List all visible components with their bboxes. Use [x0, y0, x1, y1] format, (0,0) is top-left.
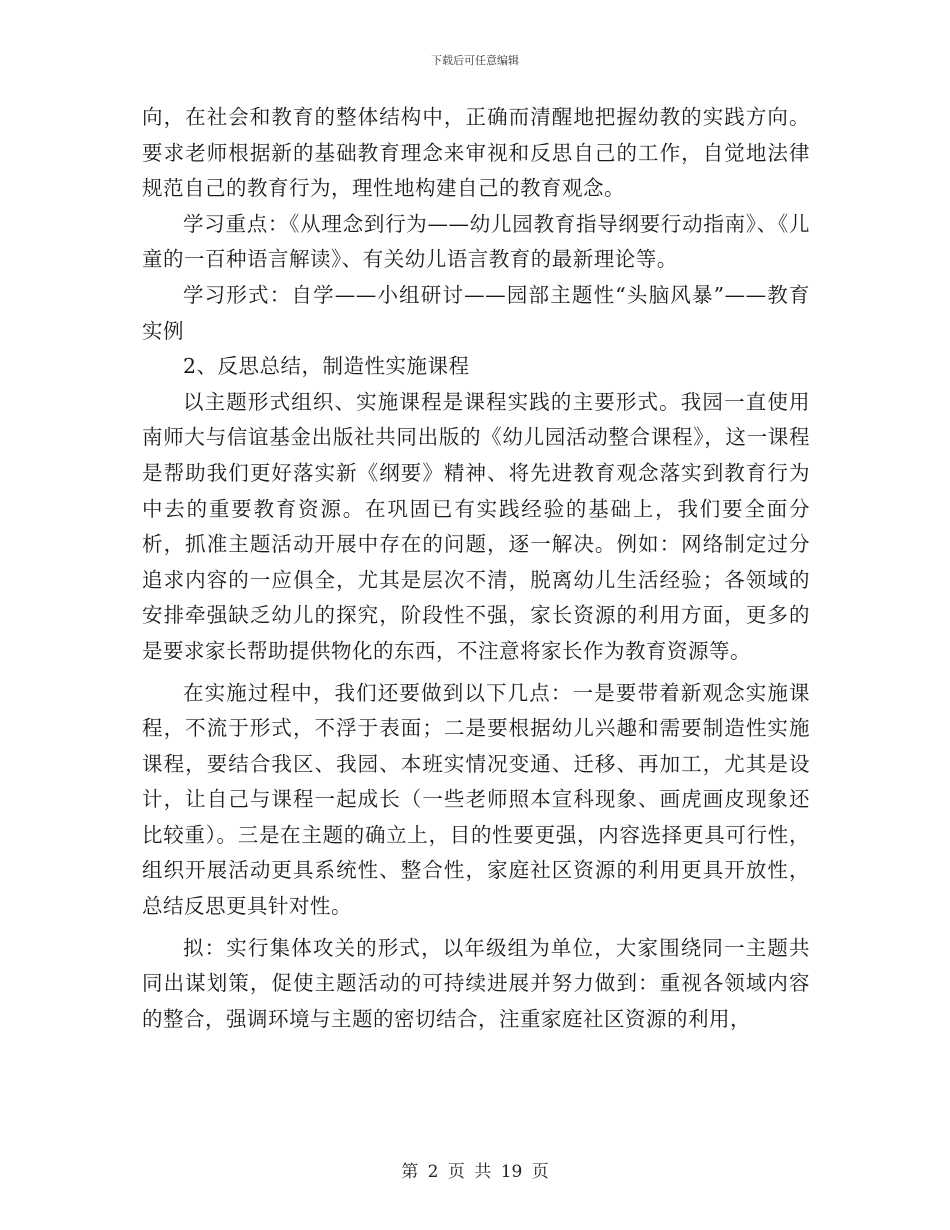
paragraph-plan: 拟：实行集体攻关的形式，以年级组为单位，大家围绕同一主题共同出谋划策，促使主题活动的可持续进展并努力做到：重视各领域内容的整合，强调环境与主题的密切结合，注重家庭社区资源的利用， — [142, 935, 810, 1031]
paragraph-study-focus: 学习重点：《从理念到行为——幼儿园教育指导纲要行动指南》、《儿童的一百种语言解读》、有关幼儿语言教育的最新理论等。 — [142, 211, 810, 272]
page-footer: 第 2 页 共 19 页 — [401, 1162, 549, 1182]
paragraph-theme-curriculum: 以主题形式组织、实施课程是课程实践的主要形式。我园一直使用南师大与信谊基金出版社共同出版的《幼儿园活动整合课程》，这一课程是帮助我们更好落实新《纲要》精神、将先进教育观念落实到教育行为中去的重要教育资源。在巩固已有实践经验的基础上，我们要全面分析，抓准主题活动开展中存在的问题，逐一解决。例如：网络制定过分追求内容的一应俱全，尤其是层次不清，脱离幼儿生活经验；各领域的安排牵强缺乏幼儿的探究，阶段性不强，家长资源的利用方面，更多的是要求家长帮助提供物化的东西，不注意将家长作为教育资源等。 — [142, 389, 810, 663]
document-body — [142, 100, 810, 1037]
paragraph-study-format: 学习形式：自学——小组研讨——园部主题性“头脑风暴”——教育实例 — [142, 282, 810, 343]
page-header: 下载后可任意编辑 — [431, 54, 519, 67]
section-heading-reflect: 2、反思总结，制造性实施课程 — [183, 354, 470, 379]
paragraph-implementation: 在实施过程中，我们还要做到以下几点：一是要带着新观念实施课程，不流于形式，不浮于表面；二是要根据幼儿兴趣和需要制造性实施课程，要结合我区、我园、本班实情况变通、迁移、再加工，尤其是设计，让自己与课程一起成长（一些老师照本宣科现象、画虎画皮现象还比较重）。三是在主题的确立上，目的性要更强，内容选择更具可行性，组织开展活动更具系统性、整合性，家庭社区资源的利用更具开放性，总结反思更具针对性。 — [142, 680, 810, 919]
paragraph-continuation: 向，在社会和教育的整体结构中，正确而清醒地把握幼教的实践方向。要求老师根据新的基础教育理念来审视和反思自己的工作，自觉地法律规范自己的教育行为，理性地构建自己的教育观念。 — [142, 105, 810, 201]
